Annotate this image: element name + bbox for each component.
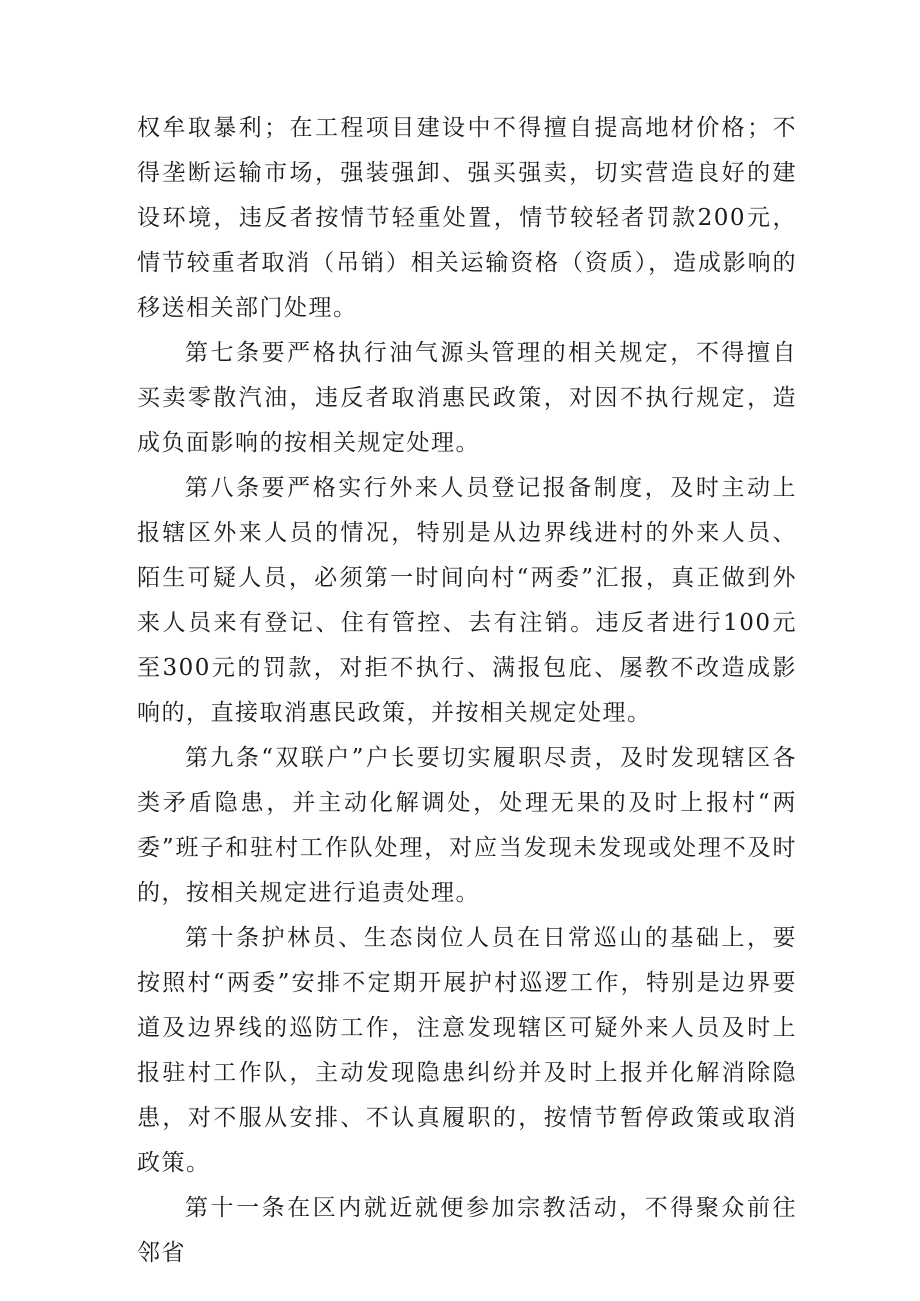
- paragraph-article-10: 第十条护林员、生态岗位人员在日常巡山的基础上，要按照村“两委”安排不定期开展护村巡逻工作，特别是边界要道及边界线的巡防工作，注意发现辖区可疑外来人员及时上报驻村工作队，主动发现隐患纠纷并及时上报并化解消除隐患，对不服从安排、不认真履职的，按情节暂停政策或取消政策。: [137, 925, 797, 1176]
- paragraph-article-8: 第八条要严格实行外来人员登记报备制度，及时主动上报辖区外来人员的情况，特别是从边界线进村的外来人员、陌生可疑人员，必须第一时间向村“两委”汇报，真正做到外来人员来有登记、住有管控、去有注销。违反者进行100元至300元的罚款，对拒不执行、满报包庇、屡教不改造成影响的，直接取消惠民政策，并按相关规定处理。: [137, 475, 797, 726]
- paragraph-article-7: 第七条要严格执行油气源头管理的相关规定，不得擅自买卖零散汽油，违反者取消惠民政策，对因不执行规定，造成负面影响的按相关规定处理。: [137, 340, 797, 456]
- paragraph-continuation: 权牟取暴利；在工程项目建设中不得擅自提高地材价格；不得垄断运输市场，强装强卸、强买强卖，切实营造良好的建设环境，违反者按情节轻重处置，情节较轻者罚款200元，情节较重者取消（吊销）相关运输资格（资质），造成影响的移送相关部门处理。: [137, 115, 797, 321]
- paragraph-article-9: 第九条“双联户”户长要切实履职尽责，及时发现辖区各类矛盾隐患，并主动化解调处，处理无果的及时上报村“两委”班子和驻村工作队处理，对应当发现未发现或处理不及时的，按相关规定进行追责处理。: [137, 745, 797, 906]
- paragraph-article-11: 第十一条在区内就近就便参加宗教活动，不得聚众前往邻省: [137, 1195, 797, 1266]
- document-body: [137, 106, 797, 1276]
